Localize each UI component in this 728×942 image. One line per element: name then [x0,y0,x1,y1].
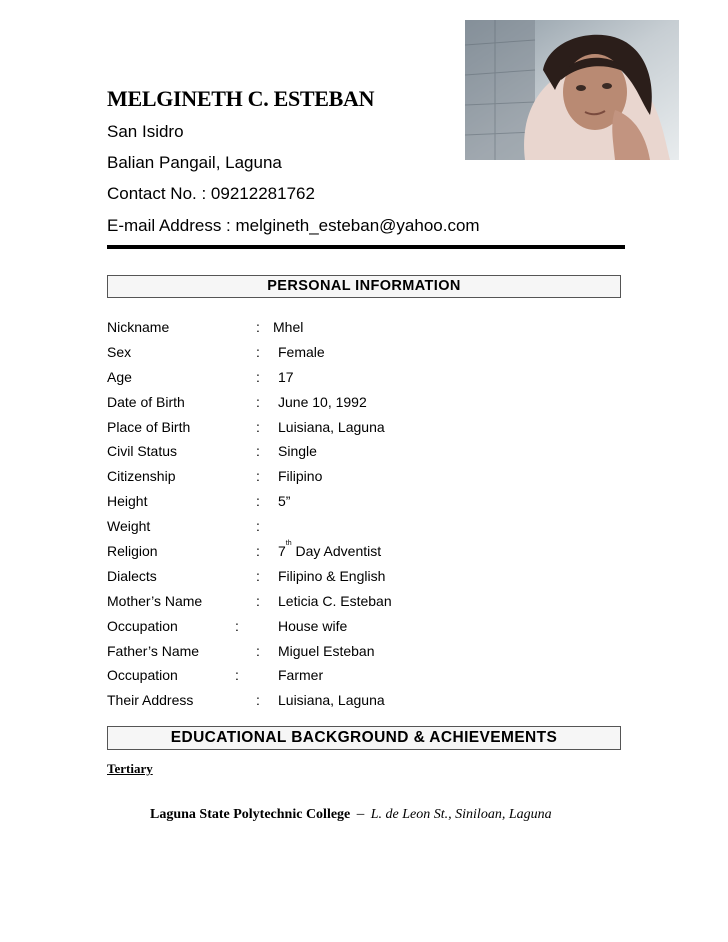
profile-photo [465,20,679,160]
info-label: Height [107,493,148,510]
email-address: E-mail Address : melgineth_esteban@yahoo.com [107,216,480,235]
contact-number: Contact No. : 09212281762 [107,184,315,203]
info-colon: : [256,493,260,510]
college-address: L. de Leon St., Siniloan, Laguna [370,807,552,822]
info-value: Mhel [273,319,304,335]
info-colon: : [256,443,260,460]
religion-number: 7 [278,543,286,560]
info-label: Weight [107,518,151,535]
address-line-1: San Isidro [107,122,184,141]
personal-info-heading: PERSONAL INFORMATION [107,275,621,298]
info-value: June 10, 1992 [278,393,367,410]
info-colon: : [256,468,260,485]
info-value: Miguel Esteban [278,642,375,659]
info-colon: : [256,543,260,560]
info-label: Dialects [107,567,157,584]
info-label: Their Address [107,692,194,709]
info-colon: : [256,368,260,385]
info-colon: : [256,642,260,659]
info-colon: : [256,319,260,335]
info-label: Age [107,368,132,385]
info-value: Female [278,343,325,360]
info-colon: : [256,692,260,709]
college-name: Laguna State Polytechnic College [150,807,351,822]
info-colon: : [235,617,239,634]
college-entry [150,806,552,823]
info-value: Luisiana, Laguna [278,418,385,435]
info-value: Leticia C. Esteban [278,592,392,609]
info-value [278,540,382,560]
info-label: Occupation [107,667,178,684]
info-value: 17 [278,368,294,385]
info-label: Civil Status [107,443,178,460]
info-value: Filipino & English [278,567,386,584]
tertiary-label: Tertiary [107,761,153,776]
info-colon: : [256,393,260,410]
info-label: Place of Birth [107,418,191,435]
info-colon: : [256,592,260,609]
header-divider [107,245,625,249]
info-colon: : [256,518,260,535]
info-label: Religion [107,543,158,560]
info-label: Father’s Name [107,642,200,659]
info-value: Single [278,443,317,460]
info-value: Luisiana, Laguna [278,692,385,709]
info-label: Date of Birth [107,393,185,410]
info-colon: : [256,567,260,584]
info-label: Citizenship [107,468,176,485]
info-colon: : [256,343,260,360]
info-value: Farmer [278,667,324,684]
college-separator: – [356,806,365,822]
info-label: Sex [107,343,132,360]
info-value: Filipino [278,468,323,485]
info-value: 5” [278,493,291,510]
address-line-2: Balian Pangail, Laguna [107,153,282,172]
applicant-name: MELGINETH C. ESTEBAN [107,86,375,111]
info-label: Nickname [107,319,170,335]
info-colon: : [235,667,239,684]
info-colon: : [256,418,260,435]
religion-ordinal: th [285,540,292,548]
religion-name: Day Adventist [291,543,382,560]
info-label: Occupation [107,617,178,634]
info-value: House wife [278,617,348,634]
info-label: Mother’s Name [107,592,203,609]
education-heading: EDUCATIONAL BACKGROUND & ACHIEVEMENTS [107,726,621,750]
